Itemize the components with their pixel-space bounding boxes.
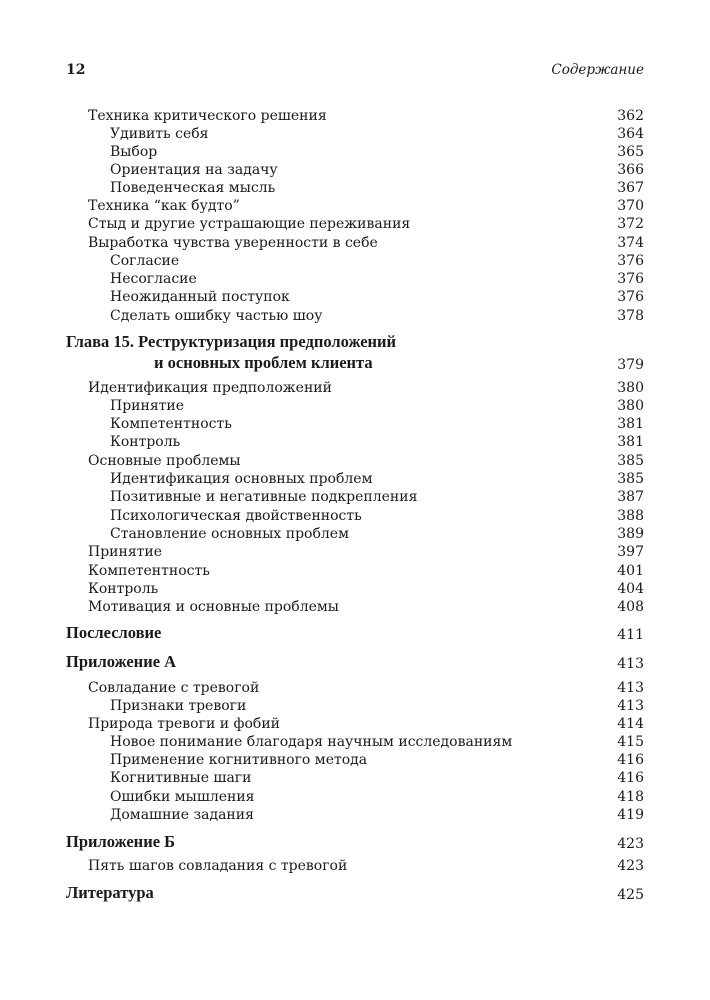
toc-entry-title: Удивить себя	[110, 126, 209, 142]
toc-entry-title: Выработка чувства уверенности в себе	[88, 235, 378, 251]
toc-entry-page: 380	[617, 398, 644, 414]
section-heading-title: Приложение А	[66, 652, 177, 671]
toc-entry-title: Контроль	[88, 581, 159, 597]
section-heading-title: Литература	[66, 883, 154, 902]
section-heading-title: Послесловие	[66, 623, 162, 642]
toc-entry-page: 376	[617, 271, 644, 287]
toc-entry-title: Основные проблемы	[88, 453, 241, 469]
toc-entry-page: 423	[617, 858, 644, 874]
toc-entry-page: 380	[617, 380, 644, 396]
toc-entry-title: Ориентация на задачу	[110, 162, 278, 178]
toc-entry-title: Когнитивные шаги	[110, 770, 252, 786]
toc-entry-title: Совладание с тревогой	[88, 680, 260, 696]
toc-entry-title: Компетентность	[88, 563, 210, 579]
toc-entry-page: 376	[617, 253, 644, 269]
chapter-title-line-2: и основных проблем клиента	[154, 353, 373, 372]
toc-entry-title: Компетентность	[110, 416, 232, 432]
toc-entry-title: Мотивация и основные проблемы	[88, 599, 339, 615]
toc-entry-page: 397	[617, 544, 644, 560]
toc-entry-title: Неожиданный поступок	[110, 289, 290, 305]
toc-entry-page: 404	[617, 581, 644, 597]
toc-entry-page: 401	[617, 563, 644, 579]
section-heading-page: 425	[617, 887, 644, 903]
toc-entry-page: 381	[617, 416, 644, 432]
toc-entry-page: 416	[617, 752, 644, 768]
toc-entry-title: Домашние задания	[110, 807, 254, 823]
toc-entry-title: Принятие	[88, 544, 163, 560]
toc-entry-title: Психологическая двойственность	[110, 508, 362, 524]
toc-entry-title: Природа тревоги и фобий	[88, 716, 280, 732]
toc-entry-page: 389	[617, 526, 644, 542]
toc-entry-title: Пять шагов совладания с тревогой	[88, 858, 348, 874]
section-heading-page: 423	[617, 836, 644, 852]
toc-entry-title: Контроль	[110, 434, 181, 450]
toc-entry-title: Позитивные и негативные подкрепления	[110, 489, 418, 505]
table-of-contents	[66, 0, 644, 1000]
toc-entry-page: 408	[617, 599, 644, 615]
toc-entry-title: Техника критического решения	[88, 108, 327, 124]
toc-entry-title: Сделать ошибку частью шоу	[110, 308, 323, 324]
toc-entry-title: Поведенческая мысль	[110, 180, 276, 196]
toc-entry-title: Применение когнитивного метода	[110, 752, 368, 768]
toc-entry-page: 388	[617, 508, 644, 524]
running-head: Содержание	[551, 62, 644, 78]
toc-entry-page: 365	[617, 144, 644, 160]
toc-entry-title: Согласие	[110, 253, 180, 269]
toc-entry-page: 387	[617, 489, 644, 505]
chapter-title-line-1: Глава 15. Реструктуризация предположений	[66, 332, 397, 351]
toc-entry-title: Принятие	[110, 398, 185, 414]
toc-entry-page: 413	[617, 680, 644, 696]
section-heading-page: 411	[617, 627, 644, 643]
chapter-page: 379	[617, 357, 644, 373]
toc-entry-page: 366	[617, 162, 644, 178]
page-number: 12	[66, 62, 86, 78]
toc-entry-title: Стыд и другие устрашающие переживания	[88, 216, 411, 232]
toc-entry-title: Техника “как будто”	[88, 198, 240, 214]
toc-entry-page: 413	[617, 698, 644, 714]
toc-entry-page: 364	[617, 126, 644, 142]
toc-entry-title: Идентификация основных проблем	[110, 471, 373, 487]
section-heading-page: 413	[617, 656, 644, 672]
toc-entry-page: 381	[617, 434, 644, 450]
toc-entry-title: Становление основных проблем	[110, 526, 349, 542]
toc-entry-page: 416	[617, 770, 644, 786]
toc-entry-page: 376	[617, 289, 644, 305]
toc-entry-page: 374	[617, 235, 644, 251]
toc-entry-title: Новое понимание благодаря научным исследованиям	[110, 734, 513, 750]
toc-entry-page: 367	[617, 180, 644, 196]
toc-entry-page: 372	[617, 216, 644, 232]
toc-entry-title: Ошибки мышления	[110, 789, 255, 805]
toc-entry-title: Выбор	[110, 144, 158, 160]
toc-entry-page: 385	[617, 471, 644, 487]
toc-entry-title: Идентификация предположений	[88, 380, 332, 396]
toc-entry-page: 414	[617, 716, 644, 732]
toc-entry-title: Несогласие	[110, 271, 197, 287]
toc-entry-page: 362	[617, 108, 644, 124]
toc-entry-page: 378	[617, 308, 644, 324]
section-heading-title: Приложение Б	[66, 832, 176, 851]
toc-entry-page: 418	[617, 789, 644, 805]
toc-entry-page: 370	[617, 198, 644, 214]
toc-entry-page: 419	[617, 807, 644, 823]
toc-entry-page: 415	[617, 734, 644, 750]
toc-entry-title: Признаки тревоги	[110, 698, 247, 714]
toc-entry-page: 385	[617, 453, 644, 469]
